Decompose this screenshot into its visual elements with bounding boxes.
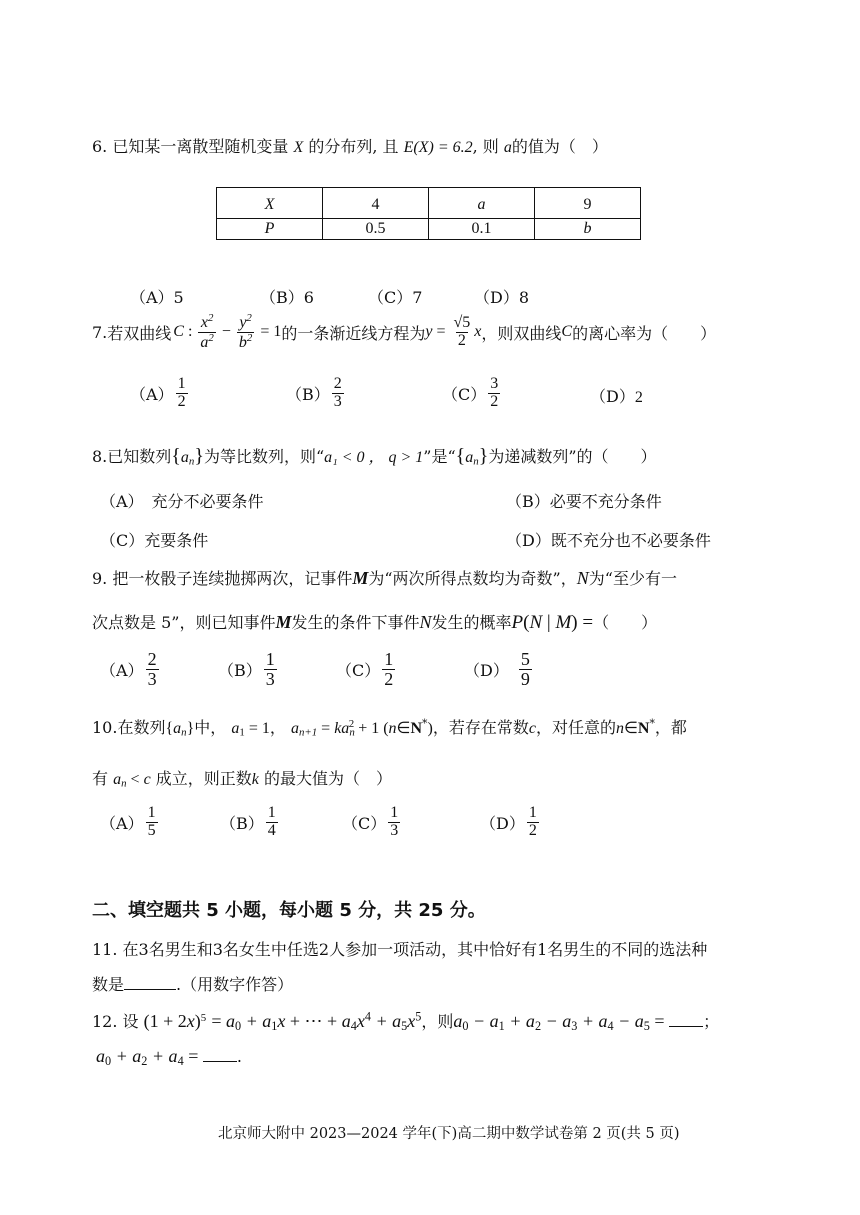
q10-text-line2b: 成立，则正数	[155, 769, 252, 788]
table-cell: P	[217, 219, 323, 240]
q10-text-mid3: ，对任意的	[535, 718, 616, 737]
option-num: 1	[265, 649, 275, 669]
q6-option-a: （A）5	[130, 288, 184, 307]
q8-stem: 8.已知数列$\{a_n\}$为等比数列，则“a₁ < 0 ， q > 1”是“$\{a_n\}$为递减数列”的（ ）	[92, 445, 657, 468]
option-num: 1	[147, 804, 156, 821]
option-den: 2	[384, 668, 394, 689]
q6-distribution-table	[216, 187, 641, 240]
option-label: （D）	[464, 660, 509, 680]
option-label: （B）	[218, 660, 262, 680]
q6-option-d: （D）8	[474, 288, 530, 307]
option-label: （C）	[442, 384, 487, 404]
option-den: 2	[528, 821, 537, 839]
q10-text-line2c: 的最大值为（ ）	[264, 769, 393, 788]
q7-text-end: 的离心率为（ ）	[572, 323, 717, 343]
option-den: 4	[267, 821, 276, 839]
option-den: 3	[147, 668, 157, 689]
q8-option-c: （C）充要条件	[100, 531, 209, 550]
q10-text-line2a: 有	[92, 769, 109, 788]
option-value: 2	[634, 389, 643, 406]
q9-text-b: 为“两次所得点数均为奇数”，	[368, 569, 577, 588]
option-num: 1	[390, 804, 399, 821]
q12-text-line2end: .	[236, 1047, 242, 1066]
option-label: （D）	[590, 387, 635, 406]
option-num: 1	[177, 375, 186, 392]
q12-text-end: ；	[703, 1012, 720, 1031]
option-den: 9	[520, 668, 530, 689]
q9-text: 9. 把一枚骰子连续抛掷两次，记事件	[92, 569, 353, 588]
option-num: 2	[333, 375, 342, 392]
q9-text-c: 为“至少有一	[588, 569, 677, 588]
q9-option-b	[218, 650, 279, 689]
q7-option-b	[286, 376, 346, 411]
q9-text-line2c: 发生的概率	[431, 613, 512, 632]
q9-option-d	[464, 650, 534, 689]
q10-text-end1: ，都	[654, 718, 687, 737]
table-cell: a	[429, 188, 535, 219]
q10-option-a	[100, 805, 160, 840]
option-label: （B）	[220, 813, 264, 833]
q9-option-a	[100, 650, 161, 689]
table-cell: 0.5	[323, 219, 429, 240]
section-heading: 二、填空题共 5 小题，每小题 5 分，共 25 分。	[92, 900, 486, 921]
q8-text: 已知数列	[107, 447, 172, 466]
option-den: 3	[333, 392, 342, 410]
q6-text-mid: 的分布列, 且	[308, 137, 399, 156]
q10-text: 在数列	[117, 718, 166, 737]
q10-text-mid2: ，若存在常数	[432, 718, 529, 737]
table-cell: 0.1	[429, 219, 535, 240]
q6-text-post: , 则	[472, 137, 499, 156]
q11-line1: 11. 在3名男生和3名女生中任选2人参加一项活动，其中恰好有1名男生的不同的选法种	[92, 940, 708, 959]
q6-text: 已知某一离散型随机变量	[112, 137, 289, 156]
option-den: 2	[490, 392, 499, 410]
option-label: （A）	[100, 813, 144, 833]
option-num: 5	[520, 649, 530, 669]
q7-number: 7.	[92, 322, 108, 342]
q6-number: 6.	[92, 137, 108, 156]
option-den: 2	[177, 392, 186, 410]
q12-line1: 12. 设 $(1 + 2x)^5 = a_0 + a_1x$ + ⋯ + $a_4x^4 + a_5x^5$，则$a_0 - a_1 + a_2 - a_3 + a_4 - a_5$ = ；	[92, 1009, 720, 1034]
q12-number: 12. 设	[92, 1012, 139, 1031]
option-den: 3	[265, 668, 275, 689]
answer-blank	[203, 1060, 237, 1062]
q8-number: 8.	[92, 447, 108, 466]
answer-blank	[669, 1025, 703, 1027]
table-cell: 4	[323, 188, 429, 219]
q10-line2: 有 $a_n < c$ 成立，则正数k 的最大值为（ ）	[92, 769, 393, 790]
option-num: 2	[147, 649, 157, 669]
option-num: 3	[490, 375, 499, 392]
q9-option-c	[336, 650, 397, 689]
q8-condition: a₁ < 0 ， q > 1	[324, 449, 424, 466]
q10-option-d	[480, 805, 541, 840]
q7-stem: 7. 若双曲线 C : $\frac{x^2}{a^2}$ − $\frac{y^2}{b^2}$ = 1 的一条渐近线方程为 y = $\frac{√5}{2}$ x ，则双曲线 C 的离心率为（ ）	[92, 312, 717, 351]
page-footer: 北京师大附中 2023—2024 学年(下)高二期中数学试卷第 2 页(共 5 页)	[218, 1126, 680, 1142]
q8-option-d: （D）既不充分也不必要条件	[506, 531, 711, 550]
q12-text-mid: ，则	[421, 1012, 454, 1031]
q8-text-mid: 为等比数列，则“	[203, 447, 325, 466]
q7-option-d	[590, 384, 643, 407]
q9-line1: 9. 把一枚骰子连续抛掷两次，记事件M为“两次所得点数均为奇数”，N为“至少有一	[92, 568, 677, 588]
option-label: （A）	[130, 384, 174, 404]
q7-text-post: ，则双曲线	[481, 323, 562, 343]
q10-option-c	[342, 805, 402, 840]
q9-text-line2: 次点数是 5”，则已知事件	[92, 613, 276, 632]
option-den: 5	[147, 821, 156, 839]
q9-line2: 次点数是 5”，则已知事件M发生的条件下事件N发生的概率P(N | M) =（ ）	[92, 612, 658, 633]
table-cell: 9	[535, 188, 641, 219]
q7-text-mid: 的一条渐近线方程为	[281, 323, 426, 343]
option-num: 1	[384, 649, 394, 669]
q11-text-line2b: .（用数字作答）	[176, 975, 294, 994]
option-label: （D）	[480, 813, 525, 833]
q11-text-line2a: 数是	[92, 975, 125, 994]
q7-option-c	[442, 376, 502, 411]
option-label: （B）	[286, 384, 330, 404]
q6-option-b: （B）6	[260, 288, 314, 307]
q10-option-b	[220, 805, 280, 840]
q6-expectation: E(X) = 6.2	[403, 139, 473, 156]
q8-text-mid2: ”是“	[423, 447, 456, 466]
q6-option-c: （C）7	[368, 288, 423, 307]
q11-line2	[92, 972, 293, 995]
option-den: 3	[390, 821, 399, 839]
option-num: 1	[528, 804, 537, 821]
q8-option-a: （A） 充分不必要条件	[100, 492, 264, 511]
table-cell: b	[535, 219, 641, 240]
option-label: （C）	[336, 660, 381, 680]
q10-number: 10.	[92, 718, 118, 737]
q6-stem: 6. 已知某一离散型随机变量 X 的分布列, 且 E(X) = 6.2, 则 a的值为（ ）	[92, 137, 608, 156]
option-label: （C）	[342, 813, 387, 833]
q9-text-line2b: 发生的条件下事件	[291, 613, 420, 632]
option-num: 1	[267, 804, 276, 821]
q10-line1: 10.在数列$\{a_n\}$中， $a_1 = 1$， $a_{n+1} = ka_n^2 + 1$ (n∈N*)，若存在常数c，对任意的n∈N*，都	[92, 717, 687, 739]
table-cell: X	[217, 188, 323, 219]
q8-text-end: 为递减数列”的（ ）	[488, 447, 657, 466]
q8-option-b: （B）必要不充分条件	[506, 492, 662, 511]
q7-option-a	[130, 376, 190, 411]
answer-blank	[124, 988, 176, 990]
q6-text-end: 的值为（ ）	[511, 137, 608, 156]
option-label: （A）	[100, 660, 144, 680]
q7-text: 若双曲线	[107, 323, 172, 343]
q10-text-mid1: 中，	[194, 718, 227, 737]
q9-text-line2d: （ ）	[593, 613, 658, 632]
q12-line2: $a_0 + a_2 + a_4$ = .	[96, 1046, 242, 1069]
